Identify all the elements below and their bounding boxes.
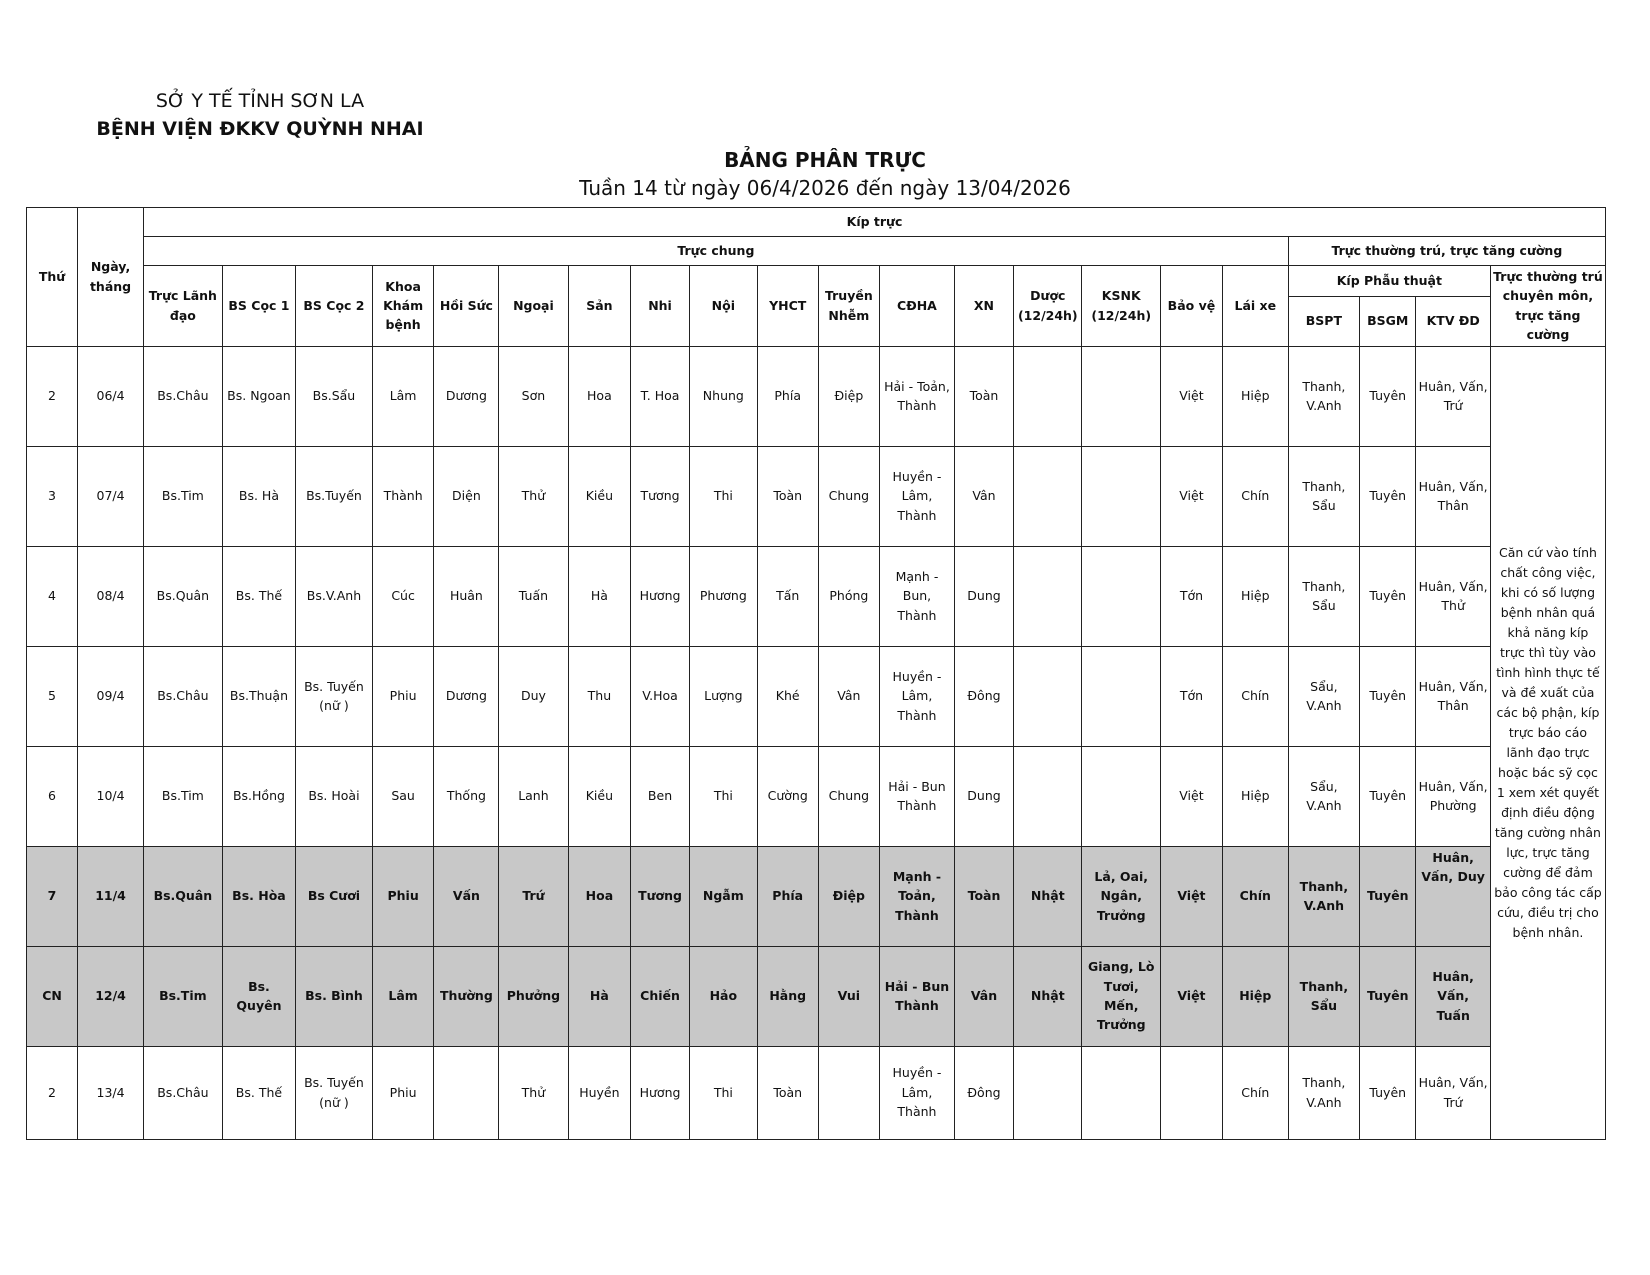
table-cell: Toàn xyxy=(954,346,1014,446)
table-cell: Nhật xyxy=(1014,846,1082,946)
table-cell: Nhật xyxy=(1014,946,1082,1046)
table-cell: Chín xyxy=(1222,646,1288,746)
table-cell: Bs. Hoài xyxy=(296,746,373,846)
table-cell: Bs.Quân xyxy=(144,546,223,646)
table-cell: Kiều xyxy=(568,746,631,846)
table-cell: Cúc xyxy=(372,546,434,646)
surgery-cell: Huân, Vấn, Duy xyxy=(1416,846,1490,946)
surgery-cell: Huân, Vấn, Trứ xyxy=(1416,1046,1490,1139)
table-cell: Bs. Tuyến (nữ ) xyxy=(296,646,373,746)
table-cell: Chín xyxy=(1222,846,1288,946)
column-header: Lái xe xyxy=(1222,266,1288,347)
table-cell: Bs.Sẩu xyxy=(296,346,373,446)
header-truc-chuyen-mon: Trực thường trú chuyên môn, trực tăng cường xyxy=(1490,266,1605,347)
table-cell: Bs. Hòa xyxy=(222,846,295,946)
table-cell: Hiệp xyxy=(1222,346,1288,446)
table-cell: Khé xyxy=(757,646,818,746)
table-cell: Bs.Châu xyxy=(144,346,223,446)
table-cell: Bs. Thế xyxy=(222,546,295,646)
surgery-cell: Huân, Vấn, Tuấn xyxy=(1416,946,1490,1046)
table-cell: Phưởng xyxy=(499,946,568,1046)
cell-ngay: 11/4 xyxy=(78,846,144,946)
table-cell xyxy=(1082,1046,1161,1139)
table-cell: Ben xyxy=(631,746,690,846)
column-header: XN xyxy=(954,266,1014,347)
table-cell: Chín xyxy=(1222,1046,1288,1139)
cell-thu: 2 xyxy=(27,1046,78,1139)
table-cell: Điệp xyxy=(818,846,880,946)
table-cell xyxy=(1082,546,1161,646)
schedule-body xyxy=(27,346,1606,1139)
table-cell: Huyền - Lâm, Thành xyxy=(880,646,954,746)
table-cell: Hằng xyxy=(757,946,818,1046)
cell-thu: 5 xyxy=(27,646,78,746)
table-cell: Lượng xyxy=(689,646,757,746)
column-header: BSPT xyxy=(1288,296,1359,346)
table-cell: Hải - Bun Thành xyxy=(880,946,954,1046)
table-cell: Bs.Tim xyxy=(144,746,223,846)
surgery-cell: Huân, Vấn, Thân xyxy=(1416,646,1490,746)
table-cell xyxy=(1082,746,1161,846)
table-cell: Hải - Toản, Thành xyxy=(880,346,954,446)
surgery-cell: Huân, Vấn, Trứ xyxy=(1416,346,1490,446)
cell-ngay: 09/4 xyxy=(78,646,144,746)
header-ngay: Ngày, tháng xyxy=(78,208,144,347)
column-header: Truyền Nhễm xyxy=(818,266,880,347)
table-cell: Phiu xyxy=(372,846,434,946)
surgery-cell: Thanh, Sẩu xyxy=(1288,946,1359,1046)
table-cell: Bs.Tuyến xyxy=(296,446,373,546)
duty-schedule-table xyxy=(26,207,1606,1140)
table-cell: Hiệp xyxy=(1222,546,1288,646)
cell-thu: 6 xyxy=(27,746,78,846)
table-cell: Chung xyxy=(818,746,880,846)
table-cell xyxy=(1014,346,1082,446)
header-truc-chung: Trực chung xyxy=(144,237,1289,266)
column-header: Nhi xyxy=(631,266,690,347)
table-cell: Cường xyxy=(757,746,818,846)
table-cell: Tương xyxy=(631,846,690,946)
table-cell: Bs.Hồng xyxy=(222,746,295,846)
table-row xyxy=(27,846,1606,946)
table-row xyxy=(27,746,1606,846)
surgery-cell: Tuyên xyxy=(1360,846,1416,946)
table-cell: Dương xyxy=(434,346,499,446)
page-subtitle: Tuần 14 từ ngày 06/4/2026 đến ngày 13/04/2026 xyxy=(579,176,1071,200)
surgery-cell: Tuyên xyxy=(1360,446,1416,546)
table-cell: Giang, Lò Tươi, Mến, Trưởng xyxy=(1082,946,1161,1046)
table-cell: Kiều xyxy=(568,446,631,546)
table-cell: Lả, Oai, Ngân, Trưởng xyxy=(1082,846,1161,946)
table-cell: Bs. Ngoan xyxy=(222,346,295,446)
table-cell: Hải - Bun Thành xyxy=(880,746,954,846)
org-parent-name: SỞ Y TẾ TỈNH SƠN LA xyxy=(155,90,365,112)
table-cell: Mạnh - Bun, Thành xyxy=(880,546,954,646)
table-cell: Lanh xyxy=(499,746,568,846)
table-cell: Hương xyxy=(631,1046,690,1139)
cell-ngay: 06/4 xyxy=(78,346,144,446)
table-cell: Thi xyxy=(689,446,757,546)
table-cell: Dương xyxy=(434,646,499,746)
table-cell: Thử xyxy=(499,446,568,546)
table-cell: Bs.Thuận xyxy=(222,646,295,746)
cell-thu: 4 xyxy=(27,546,78,646)
table-cell: Việt xyxy=(1161,446,1223,546)
column-header: Bảo vệ xyxy=(1161,266,1223,347)
column-header: Dược (12/24h) xyxy=(1014,266,1082,347)
table-cell: Chín xyxy=(1222,446,1288,546)
table-cell: Phiu xyxy=(372,1046,434,1139)
table-row xyxy=(27,346,1606,446)
cell-ngay: 08/4 xyxy=(78,546,144,646)
table-cell: Bs.Quân xyxy=(144,846,223,946)
table-cell: Hà xyxy=(568,946,631,1046)
table-cell: Bs. Quyên xyxy=(222,946,295,1046)
table-row xyxy=(27,946,1606,1046)
table-cell: Sau xyxy=(372,746,434,846)
table-cell xyxy=(1014,1046,1082,1139)
table-cell xyxy=(1082,446,1161,546)
table-cell: Bs. Bình xyxy=(296,946,373,1046)
table-cell: Duy xyxy=(499,646,568,746)
table-cell: Thành xyxy=(372,446,434,546)
table-cell: Toàn xyxy=(757,1046,818,1139)
surgery-cell: Tuyên xyxy=(1360,1046,1416,1139)
table-cell: Chung xyxy=(818,446,880,546)
table-cell: Bs. Tuyến (nữ ) xyxy=(296,1046,373,1139)
table-cell: Toàn xyxy=(757,446,818,546)
table-cell: Lâm xyxy=(372,946,434,1046)
table-cell: Vân xyxy=(818,646,880,746)
table-cell: T. Hoa xyxy=(631,346,690,446)
surgery-cell: Sẩu, V.Anh xyxy=(1288,646,1359,746)
column-header: YHCT xyxy=(757,266,818,347)
table-cell xyxy=(1014,746,1082,846)
table-cell: Bs. Hà xyxy=(222,446,295,546)
table-cell: Đông xyxy=(954,646,1014,746)
table-cell: Hiệp xyxy=(1222,946,1288,1046)
cell-thu: 7 xyxy=(27,846,78,946)
table-cell: Thử xyxy=(499,1046,568,1139)
table-cell: Hoa xyxy=(568,846,631,946)
surgery-cell: Thanh, V.Anh xyxy=(1288,1046,1359,1139)
cell-ngay: 07/4 xyxy=(78,446,144,546)
cell-thu: 3 xyxy=(27,446,78,546)
cell-thu: CN xyxy=(27,946,78,1046)
table-cell: Thi xyxy=(689,1046,757,1139)
org-hospital-name: BỆNH VIỆN ĐKKV QUỲNH NHAI xyxy=(96,118,424,140)
table-row xyxy=(27,546,1606,646)
surgery-cell: Tuyên xyxy=(1360,346,1416,446)
table-cell: Tớn xyxy=(1161,546,1223,646)
table-cell: Dung xyxy=(954,546,1014,646)
table-cell: Việt xyxy=(1161,846,1223,946)
column-header: BS Cọc 2 xyxy=(296,266,373,347)
table-row xyxy=(27,1046,1606,1139)
column-header: KSNK (12/24h) xyxy=(1082,266,1161,347)
header-kip-truc: Kíp trực xyxy=(144,208,1606,237)
surgery-cell: Tuyên xyxy=(1360,546,1416,646)
surgery-cell: Thanh, V.Anh xyxy=(1288,846,1359,946)
table-cell: Tớn xyxy=(1161,646,1223,746)
table-cell: V.Hoa xyxy=(631,646,690,746)
table-cell: Thu xyxy=(568,646,631,746)
surgery-cell: Tuyên xyxy=(1360,646,1416,746)
table-cell: Thi xyxy=(689,746,757,846)
surgery-cell: Huân, Vấn, Thân xyxy=(1416,446,1490,546)
table-cell: Huyền - Lâm, Thành xyxy=(880,446,954,546)
table-cell: Phương xyxy=(689,546,757,646)
table-cell: Lâm xyxy=(372,346,434,446)
surgery-cell: Sẩu, V.Anh xyxy=(1288,746,1359,846)
surgery-cell: Thanh, Sẩu xyxy=(1288,446,1359,546)
column-header: Nội xyxy=(689,266,757,347)
table-cell: Phía xyxy=(757,846,818,946)
table-cell xyxy=(1082,646,1161,746)
header-truc-thuong-tru: Trực thường trú, trực tăng cường xyxy=(1288,237,1605,266)
column-header: BSGM xyxy=(1360,296,1416,346)
table-cell: Ngẫm xyxy=(689,846,757,946)
table-cell: Bs. Thế xyxy=(222,1046,295,1139)
cell-ngay: 12/4 xyxy=(78,946,144,1046)
column-header: Sản xyxy=(568,266,631,347)
table-cell: Bs.Tim xyxy=(144,946,223,1046)
surgery-cell: Thanh, V.Anh xyxy=(1288,346,1359,446)
cell-ngay: 10/4 xyxy=(78,746,144,846)
table-cell: Chiến xyxy=(631,946,690,1046)
table-cell xyxy=(1161,1046,1223,1139)
table-cell: Dung xyxy=(954,746,1014,846)
table-cell: Đông xyxy=(954,1046,1014,1139)
cell-ngay: 13/4 xyxy=(78,1046,144,1139)
header-kip-phau-thuat: Kíp Phẫu thuật xyxy=(1288,266,1490,297)
table-cell: Hiệp xyxy=(1222,746,1288,846)
table-cell: Thống xyxy=(434,746,499,846)
duty-note: Căn cứ vào tính chất công việc, khi có số lượng bệnh nhân quá khả năng kíp trực thì tùy vào tình hình thực tế và đề xuất của các bộ phận, kíp trực báo cáo lãnh đạo trực hoặc bác sỹ cọc 1 xem xét quyết định điều động tăng cường nhân lực, trực tăng cường để đảm bảo công tác cấp cứu, điều trị cho bệnh nhân. xyxy=(1490,346,1605,1139)
table-cell: Việt xyxy=(1161,346,1223,446)
table-cell: Sơn xyxy=(499,346,568,446)
table-cell: Bs.V.Anh xyxy=(296,546,373,646)
column-header: Trực Lãnh đạo xyxy=(144,266,223,347)
column-header: Hồi Sức xyxy=(434,266,499,347)
table-cell: Toàn xyxy=(954,846,1014,946)
table-row xyxy=(27,646,1606,746)
table-cell xyxy=(1014,546,1082,646)
surgery-cell: Thanh, Sẩu xyxy=(1288,546,1359,646)
table-cell: Mạnh - Toản, Thành xyxy=(880,846,954,946)
surgery-cell: Huân, Vấn, Phường xyxy=(1416,746,1490,846)
surgery-cell: Tuyên xyxy=(1360,746,1416,846)
table-cell xyxy=(818,1046,880,1139)
column-header: CĐHA xyxy=(880,266,954,347)
table-cell: Tuấn xyxy=(499,546,568,646)
surgery-cell: Huân, Vấn, Thử xyxy=(1416,546,1490,646)
table-cell: Việt xyxy=(1161,746,1223,846)
page-title: BẢNG PHÂN TRỰC xyxy=(724,148,926,172)
table-cell: Bs Cươi xyxy=(296,846,373,946)
table-cell: Việt xyxy=(1161,946,1223,1046)
table-cell: Hà xyxy=(568,546,631,646)
column-header: BS Cọc 1 xyxy=(222,266,295,347)
table-cell: Huyền - Lâm, Thành xyxy=(880,1046,954,1139)
table-cell: Tấn xyxy=(757,546,818,646)
table-cell: Hảo xyxy=(689,946,757,1046)
table-cell: Vấn xyxy=(434,846,499,946)
cell-thu: 2 xyxy=(27,346,78,446)
table-cell: Phóng xyxy=(818,546,880,646)
table-cell: Huyền xyxy=(568,1046,631,1139)
table-cell: Bs.Tim xyxy=(144,446,223,546)
table-cell xyxy=(434,1046,499,1139)
table-cell: Phía xyxy=(757,346,818,446)
table-cell: Thường xyxy=(434,946,499,1046)
table-cell: Trứ xyxy=(499,846,568,946)
table-cell xyxy=(1014,646,1082,746)
table-cell: Tương xyxy=(631,446,690,546)
table-cell xyxy=(1082,346,1161,446)
table-cell: Vân xyxy=(954,946,1014,1046)
surgery-cell: Tuyên xyxy=(1360,946,1416,1046)
table-cell: Diện xyxy=(434,446,499,546)
table-row xyxy=(27,446,1606,546)
column-header: Ngoại xyxy=(499,266,568,347)
header-thu: Thứ xyxy=(27,208,78,347)
table-cell: Nhung xyxy=(689,346,757,446)
table-cell: Phiu xyxy=(372,646,434,746)
table-cell: Điệp xyxy=(818,346,880,446)
column-header: Khoa Khám bệnh xyxy=(372,266,434,347)
table-cell: Vân xyxy=(954,446,1014,546)
table-cell: Bs.Châu xyxy=(144,1046,223,1139)
table-cell: Hoa xyxy=(568,346,631,446)
table-cell: Huân xyxy=(434,546,499,646)
table-cell: Hương xyxy=(631,546,690,646)
table-cell: Vui xyxy=(818,946,880,1046)
column-header: KTV ĐD xyxy=(1416,296,1490,346)
table-cell: Bs.Châu xyxy=(144,646,223,746)
table-cell xyxy=(1014,446,1082,546)
